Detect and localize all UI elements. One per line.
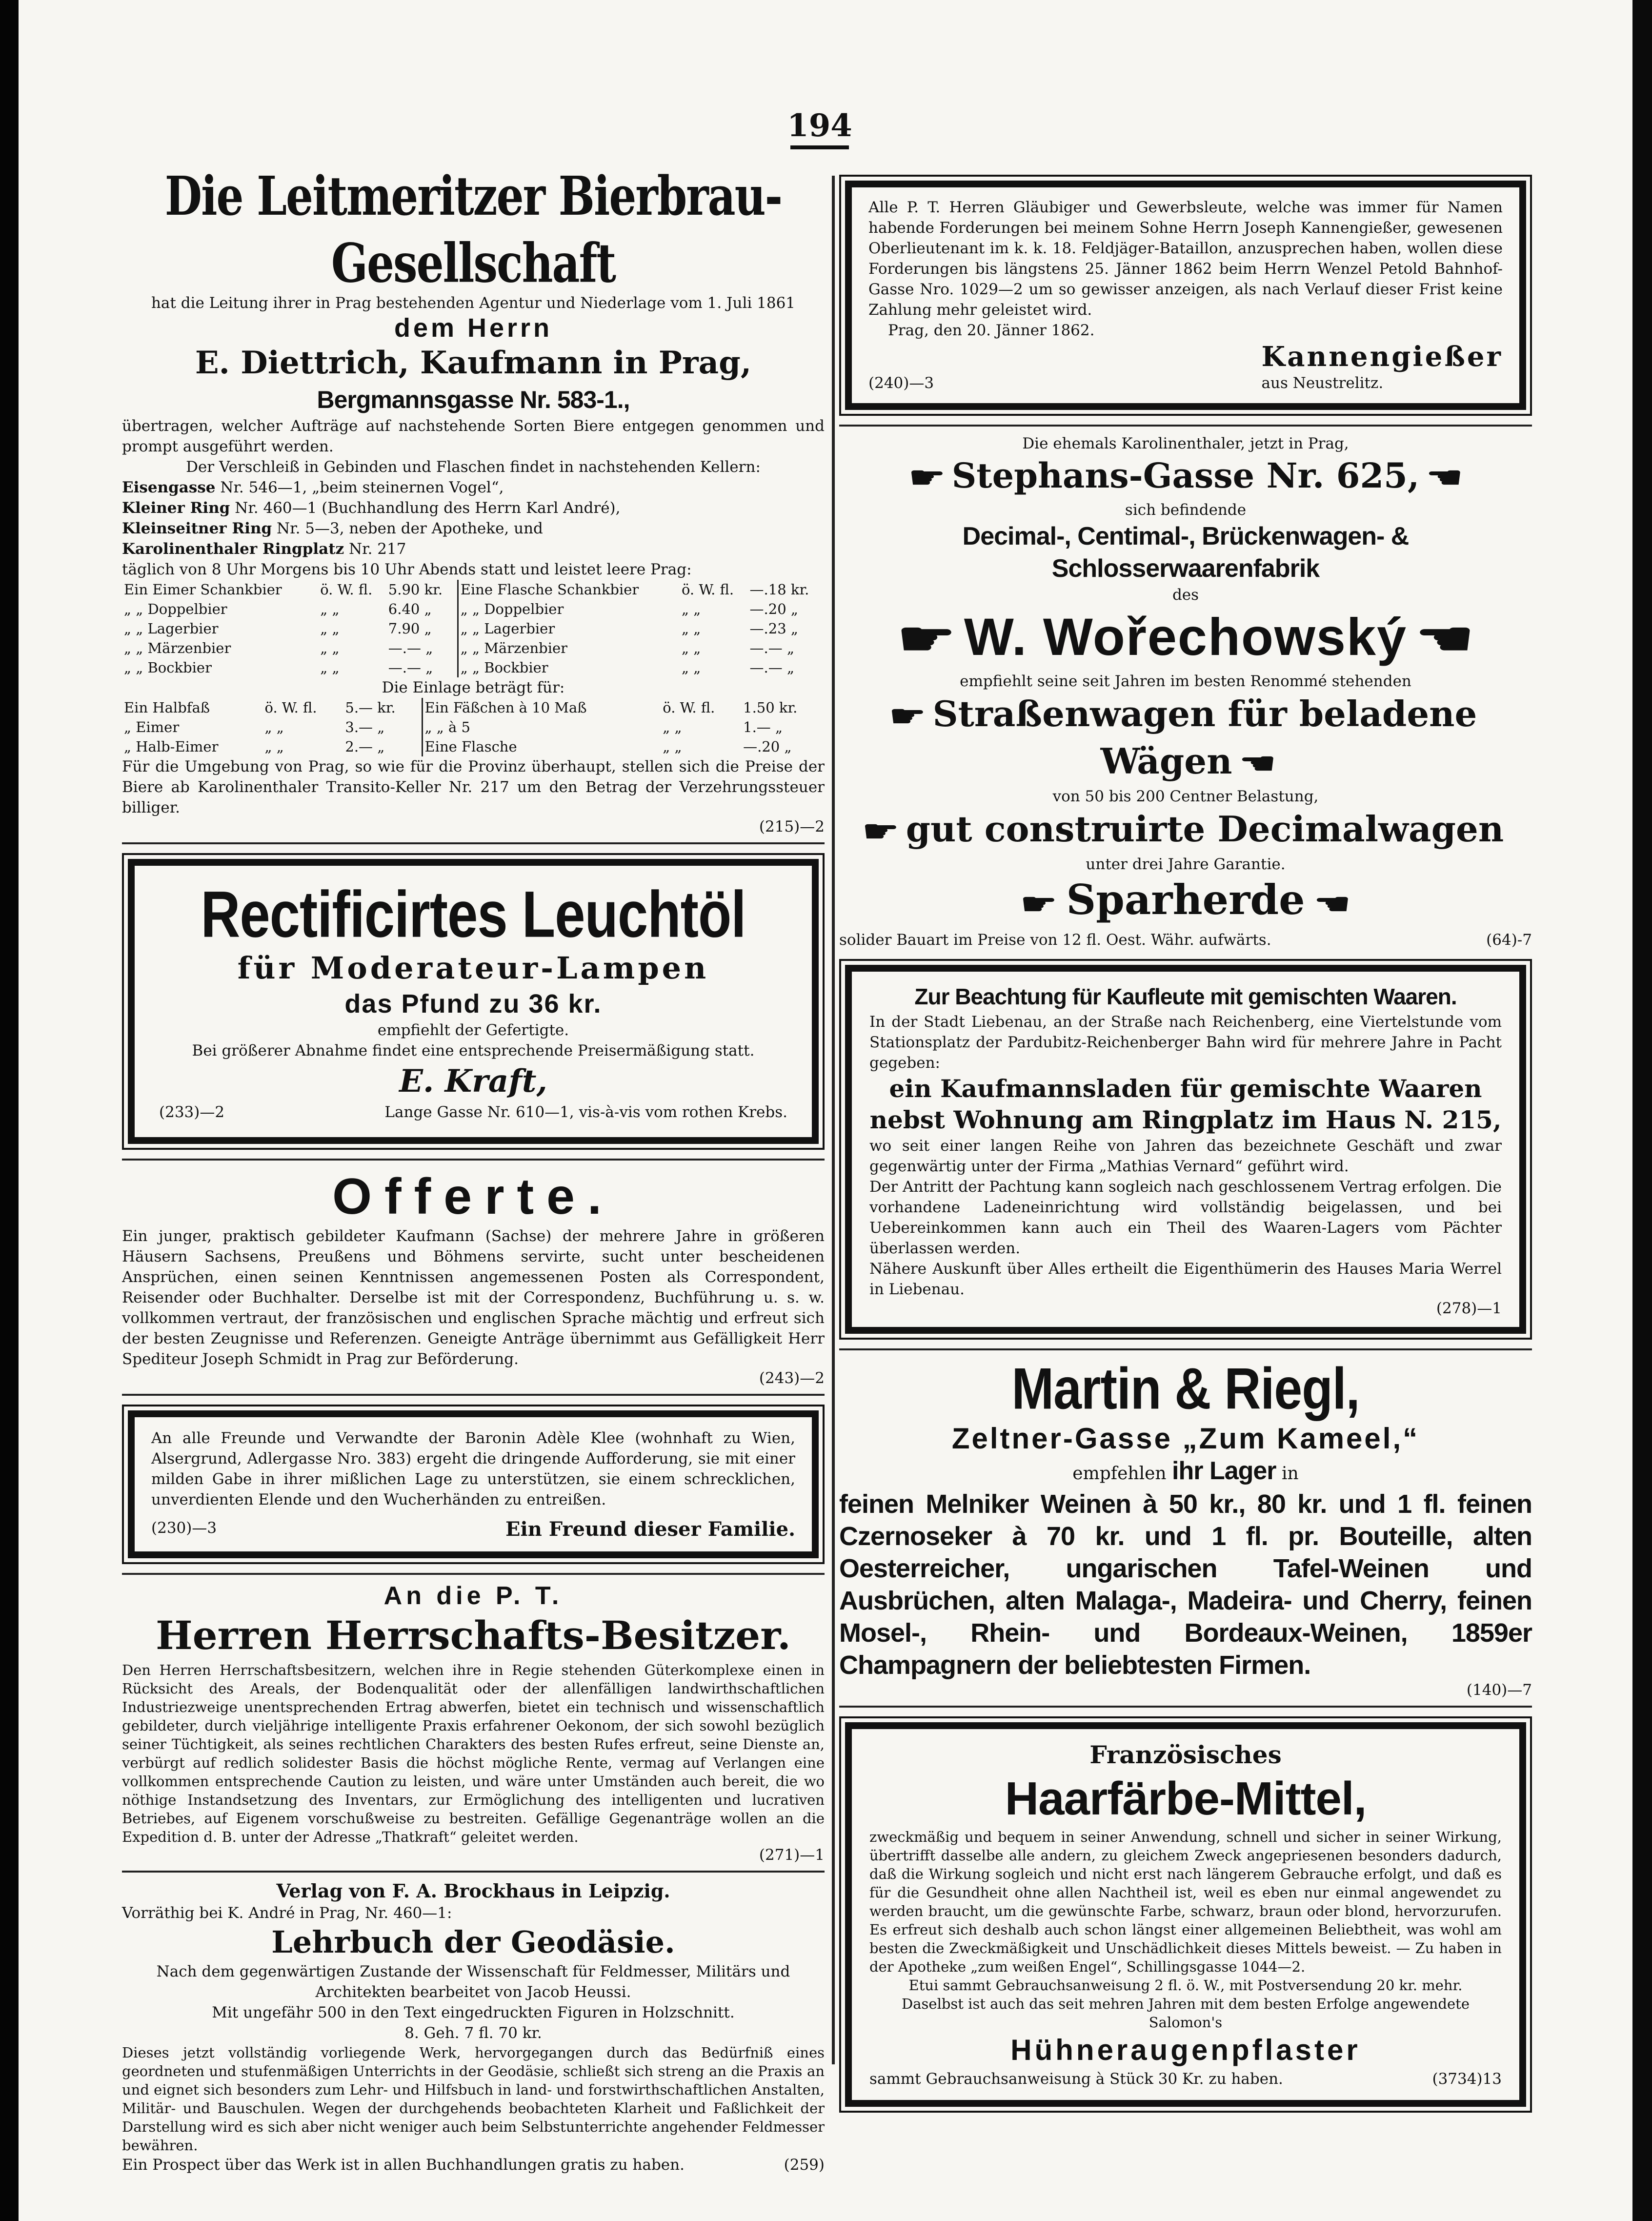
price-cell: —.23 „ — [749, 620, 798, 637]
divider — [839, 1706, 1532, 1708]
bierbrau-text2: Der Verschleiß in Gebinden und Flaschen findet in nachstehenden Kellern: — [186, 458, 761, 476]
kannengiesser-footer — [868, 341, 1503, 393]
cellar-name: Kleiner Ring — [122, 499, 230, 517]
ad-besitzer — [122, 1582, 825, 1864]
besitzer-ref: (271)—1 — [759, 1846, 825, 1864]
pointing-hand-icon: ☛ — [862, 815, 899, 849]
price-cell: „ „ — [320, 620, 340, 637]
price-cell: „ „ — [264, 738, 284, 755]
pointing-hand-icon: ☛ — [908, 461, 946, 495]
cellar-item — [122, 498, 825, 518]
bierbrau-name: E. Diettrich, Kaufmann in Prag, — [195, 345, 752, 381]
price-cell: „ „ Doppelbier — [124, 601, 227, 617]
pointing-hand-icon: ☛ — [1414, 613, 1474, 665]
price-cell: —.18 kr. — [749, 581, 809, 598]
martin-lager-row — [839, 1457, 1532, 1488]
kaufleute-big1: ein Kaufmannsladen für gemischte Waaren — [889, 1074, 1482, 1103]
martin-line1: empfehlen — [1072, 1464, 1167, 1484]
price-cell: „ Halb-Eimer — [124, 738, 219, 755]
ad-worechowsky — [839, 433, 1532, 950]
cellar-rest: Nr. 5—3, neben der Apotheke, und — [277, 520, 543, 537]
price-cell: „ „ Bockbier — [458, 658, 680, 677]
bierbrau-text1: übertragen, welcher Aufträge auf nachstehende Sorten Biere entgegen genommen und prompt ausgeführt werden. — [122, 417, 825, 455]
price-cell: „ „ — [320, 640, 340, 656]
wor-line2: sich befindende — [1125, 501, 1247, 519]
pointing-hand-icon: ☛ — [888, 699, 926, 734]
wor-line4: des — [1172, 586, 1199, 604]
cellar-rest: Nr. 460—1 (Buchhandlung des Herrn Karl André), — [235, 499, 621, 517]
kannengiesser-text: Alle P. T. Herren Gläubiger und Gewerbsleute, welche was immer für Namen habende Forderungen bei meinem Sohne Herrn Joseph Kannengießer, gewesenen Oberlieutenant im k. k. 18. Feldjäger-Bataillon, anzusprechen haben, wollen diese Forderungen bis längstens 25. Jänner 1862 beim Herrn Wenzel Petold Bahnhof-Gasse Nro. 1029—2 um so gewisser anzeigen, als nach Verlauf dieser Frist keine Zahlung mehr geleistet wird. — [868, 199, 1503, 319]
price-cell: 5.90 kr. — [388, 581, 443, 598]
kaufleute-text1: In der Stadt Liebenau, an der Straße nach Reichenberg, eine Viertelstunde vom Stationsplatz der Pardubitz-Reichenberger Bahn wird für mehrere Jahre in Pacht gegeben: — [869, 1013, 1502, 1072]
leuchtoel-line1: empfiehlt der Gefertigte. — [377, 1021, 569, 1039]
offerte-text: Ein junger, praktisch gebildeter Kaufmann (Sachse) der mehrere Jahre in größeren Häusern Sachsens, Preußens und Böhmens servirte, sucht unter bescheidenen Ansprüchen, einen seinen Kenntnissen angemessenen Posten als Correspondent, Reisender oder Buchhalter. Derselbe ist mit der Correspondenz, Buchführung u. s. w. vollkommen vertraut, der französischen und englischen Sprache mächtig und erfreut sich der besten Zeugnisse und Referenzen. Geneigte Anträge übernimmt aus Gefälligkeit Herr Spediteur Joseph Schmidt in Prag zur Beförderung. — [122, 1227, 825, 1368]
wor-line3: Decimal-, Centimal-, Brückenwagen- & Schlosserwaarenfabrik — [962, 522, 1409, 583]
haar-ref: (3734)13 — [1432, 2070, 1502, 2088]
bierbrau-text4: Für die Umgebung von Prag, so wie für die Provinz überhaupt, stellen sich die Preise der Biere ab Karolinenthaler Transito-Keller Nr. 217 um den Betrag der Verzehrungssteuer billiger. — [122, 758, 825, 816]
martin-ref: (140)—7 — [1466, 1681, 1532, 1699]
haar-line1: Französisches — [1089, 1740, 1282, 1769]
cellar-rest: Nr. 217 — [349, 540, 406, 558]
price-cell: „ „ — [663, 738, 682, 755]
baronin-ref: (230)—3 — [151, 1519, 217, 1537]
price-cell: ö. W. fl. — [320, 581, 373, 598]
price-cell: „ „ à 5 — [422, 717, 661, 737]
price-cell: Ein Fäßchen à 10 Maß — [422, 698, 661, 717]
wor-line7: unter drei Jahre Garantie. — [1086, 856, 1286, 873]
divider — [122, 1871, 825, 1873]
ad-kaufleute — [845, 965, 1526, 1334]
price-cell: „ „ — [681, 640, 701, 656]
wor-item1: Straßenwagen für beladene Wägen — [932, 693, 1477, 782]
haar-title: Haarfärbe-Mittel, — [1005, 1773, 1367, 1825]
price-row — [122, 599, 825, 619]
haar-line4: sammt Gebrauchsanweisung à Stück 30 Kr. zu haben. — [869, 2070, 1283, 2088]
bierbrau-ref: (215)—2 — [759, 818, 825, 835]
besitzer-text: Den Herren Herrschaftsbesitzern, welchen ihre in Regie stehenden Güterkomplexe einen in Rücksicht des Areals, der Bodenqualität oder der allenfälligen landwirthschaftlichen Industriezweige unentsprechenden Ertrag abwerfen, bietet ein technisch und wissenschaftlich gebildeter, durch vieljährige intelligente Praxis erfahrener Oekonom, der sich sowohl bezüglich seiner Tüchtigkeit, als seines rechtlichen Charakters des besten Rufes erfreut, seine Dienste an, verbürgt auf redlich solidester Basis die höchst mögliche Rente, vermag auf Verlangen eine vollkommen entsprechende Caution zu leisten, und wäre unter Umständen auch bereit, die wo nöthige Instandsetzung des Inventars, zur Ermöglichung des intelligenten und lucrativen Betriebes, auf Eigenem vorschußweise zu bestreiten. Gefällige Gegenanträge wollen an die Expedition d. B. unter der Adresse „Thatkraft“ geleitet werden. — [122, 1662, 825, 1845]
martin-lager: ihr Lager — [1172, 1457, 1276, 1485]
cellar-item — [122, 477, 825, 498]
price-cell: —.20 „ — [749, 601, 798, 617]
kannengiesser-origin: aus Neustrelitz. — [1261, 374, 1384, 392]
haar-text1: zweckmäßig und bequem in seiner Anwendung, schnell und sicher in seiner Wirkung, übertrifft dasselbe alle andern, zu gleichem Zweck angepriesenen besonders dadurch, daß die Wirkung sogleich und nicht erst nach längerem Gebrauche erfolgt, und daß es für die Gesundheit ohne allen Nachtheil ist, weil es eben nur einmal angewendet zu werden braucht, um die gewünschte Farbe, schwarz, braun oder blond, hervorzurufen. Es erfreut sich deshalb auch schon längst einer allgemeinen Beliebtheit, was wohl am besten die Zweckmäßigkeit und Unschädlichkeit dieses Mittels beweist. — Zu haben in der Apotheke „zum weißen Engel“, Schillingsgasse 1044—2. — [869, 1829, 1502, 1975]
kaufleute-big2: nebst Wohnung am Ringplatz im Haus N. 215, — [869, 1105, 1502, 1134]
wor-line5: empfiehlt seine seit Jahren im besten Renommé stehenden — [960, 672, 1411, 690]
price-cell: 1.50 kr. — [743, 699, 798, 716]
kaufleute-text2: wo seit einer langen Reihe von Jahren das bezeichnete Geschäft und zwar gegenwärtig unter der Firma „Mathias Vernard“ geführt wird. — [869, 1137, 1502, 1175]
pointing-hand-icon: ☛ — [1426, 461, 1463, 495]
baronin-text: An alle Freunde und Verwandte der Baronin Adèle Klee (wohnhaft zu Wien, Alsergrund, Adlergasse Nro. 383) ergeht die dringende Aufforderung, sie mit einer milden Gabe in ihrer mißlichen Lage zu unterstützen, sie einem schrecklichen, unverdienten Elende und den Wucherhänden zu entreißen. — [151, 1429, 795, 1508]
price-cell: Ein Eimer Schankbier — [124, 581, 282, 598]
price-cell: „ „ — [320, 601, 340, 617]
scan-left-edge — [0, 0, 19, 2221]
bierbrau-address: Bergmannsgasse Nr. 583-1., — [317, 386, 630, 413]
price-cell: —.— „ — [388, 640, 433, 656]
wor-item1-row — [839, 692, 1532, 786]
baronin-footer — [151, 1518, 795, 1541]
geodaesie-line3: Nach dem gegenwärtigen Zustande der Wissenschaft für Feldmesser, Militärs und Architekten bearbeitet von Jacob Heussi. — [156, 1963, 790, 2001]
geodaesie-title: Lehrbuch der Geodäsie. — [271, 1924, 675, 1960]
price-cell: „ Eimer — [124, 719, 180, 735]
price-cell: —.— „ — [749, 640, 795, 656]
besitzer-line1: An die P. T. — [383, 1582, 563, 1610]
wor-name: W. Wořechowský — [964, 607, 1408, 666]
price-cell: „ „ — [320, 659, 340, 676]
scan-right-edge — [1632, 0, 1652, 2221]
price-cell: 7.90 „ — [388, 620, 432, 637]
martin-title: Martin & Riegl, — [1011, 1356, 1360, 1422]
haar-line2: Etui sammt Gebrauchsanweisung 2 fl. ö. W., mit Postversendung 20 kr. mehr. — [908, 1977, 1463, 1994]
price-cell: „ „ — [264, 719, 284, 735]
leuchtoel-title: Rectificirtes Leuchtöl — [201, 877, 746, 951]
martin-text: feinen Melniker Weinen à 50 kr., 80 kr. und 1 fl. feinen Czernoseker à 70 kr. und 1 fl. pr. Bouteille, alten Oesterreicher, ungarischen Tafel-Weinen und Ausbrüchen, alten Malaga-, Madeira- und Cherry, feinen Mosel-, Rhein- und Bordeaux-Weinen, 1859er Champagnern der beliebtesten Firmen. — [839, 1489, 1532, 1680]
leuchtoel-signer: E. Kraft, — [399, 1063, 547, 1100]
einlage-label: Die Einlage beträgt für: — [382, 679, 565, 696]
price-cell: Eine Flasche Schankbier — [458, 580, 680, 599]
wor-footer — [839, 930, 1532, 950]
divider — [122, 842, 825, 844]
pointing-hand-icon: ☛ — [897, 613, 957, 665]
geodaesie-line5: 8. Geh. 7 fl. 70 kr. — [404, 2024, 542, 2042]
price-cell: ö. W. fl. — [264, 699, 317, 716]
wor-street: Stephans-Gasse Nr. 625, — [951, 455, 1420, 496]
wor-ref: (64)-7 — [1486, 931, 1532, 949]
column-divider — [832, 176, 835, 2064]
price-cell: 2.— „ — [345, 738, 385, 755]
wor-line8: solider Bauart im Preise von 12 fl. Oest. Währ. aufwärts. — [839, 931, 1271, 949]
price-row — [122, 658, 825, 677]
martin-in: in — [1282, 1464, 1299, 1484]
price-cell: „ „ Lagerbier — [458, 619, 680, 638]
price-row — [122, 737, 825, 756]
wor-item2: gut construirte Decimalwagen — [906, 808, 1504, 850]
divider — [122, 1394, 825, 1396]
divider — [839, 1348, 1532, 1350]
page-number: 194 — [787, 107, 852, 144]
bierbrau-title: Die Leitmeritzer Bierbrau-Gesellschaft — [164, 164, 782, 295]
leuchtoel-price: das Pfund zu 36 kr. — [344, 989, 602, 1019]
wor-name-row — [839, 605, 1532, 671]
price-row — [122, 698, 825, 717]
leuchtoel-address: Lange Gasse Nr. 610—1, vis-à-vis vom rothen Krebs. — [384, 1103, 787, 1121]
price-cell: 1.— „ — [743, 719, 783, 735]
cellar-name: Eisengasse — [122, 479, 216, 496]
kaufleute-text3: Der Antritt der Pachtung kann sogleich nach geschlossenem Vertrag erfolgen. Die vorhandene Ladeneinrichtung wird vollständig beigelassen, und bei Uebereinkommen kann auch ein Theil des Waaren-Lagers vom Pächter überlassen werden. — [869, 1178, 1502, 1257]
wor-street-row — [839, 454, 1532, 500]
ad-baronin — [128, 1410, 819, 1558]
geodaesie-footer — [122, 2155, 825, 2175]
kannengiesser-sign-block — [1262, 341, 1503, 393]
geodaesie-line2: Vorräthig bei K. André in Prag, Nr. 460—1: — [122, 1904, 452, 1922]
offerte-ref: (243)—2 — [759, 1369, 825, 1387]
price-cell: „ „ Lagerbier — [124, 620, 219, 637]
martin-street: Zeltner-Gasse „Zum Kameel,“ — [951, 1422, 1420, 1455]
ad-geodaesie — [122, 1879, 825, 2175]
price-row — [122, 580, 825, 599]
pointing-hand-icon: ☛ — [1239, 747, 1276, 781]
haar-big: Hühneraugenpflaster — [1010, 2034, 1361, 2066]
price-cell: „ „ Bockbier — [124, 659, 212, 676]
price-table — [122, 580, 825, 677]
price-cell: —.— „ — [388, 659, 433, 676]
bierbrau-dem-herrn: dem Herrn — [394, 313, 553, 343]
price-row — [122, 638, 825, 658]
price-cell: „ „ Märzenbier — [458, 638, 680, 658]
price-cell: ö. W. fl. — [681, 581, 734, 598]
kannengiesser-date: Prag, den 20. Jänner 1862. — [888, 322, 1095, 339]
pointing-hand-icon: ☛ — [1020, 887, 1057, 921]
ad-leuchtoel — [128, 859, 819, 1144]
wor-line6: von 50 bis 200 Centner Belastung, — [1052, 788, 1319, 805]
geodaesie-text: Dieses jetzt vollständig vorliegende Werk, hervorgegangen durch das Bedürfniß eines geordneten und stufenmäßigen Unterrichts in der Geodäsie, schließt sich streng an die Praxis an und eignet sich besonders zum Lehr- und Hilfsbuch in land- und forstwirthschaftlichen Anstalten, Militär- und Bauschulen. Wegen der durchgehends beobachteten Klarheit und Faßlichkeit der Darstellung wird es sich aber nicht weniger auch beim Selbstunterrichte angehender Feldmesser bewähren. — [122, 2044, 825, 2154]
cellar-item — [122, 518, 825, 539]
price-cell: „ „ Märzenbier — [124, 640, 231, 656]
price-cell: —.— „ — [749, 659, 795, 676]
kaufleute-title: Zur Beachtung für Kaufleute mit gemischten Waaren. — [914, 984, 1457, 1009]
price-cell: ö. W. fl. — [663, 699, 715, 716]
einlage-table — [122, 698, 825, 756]
price-cell: Ein Halbfaß — [124, 699, 210, 716]
right-column — [839, 166, 1532, 2121]
kannengiesser-signer: Kannengießer — [1261, 341, 1503, 373]
haar-footer — [869, 2069, 1502, 2089]
kaufleute-ref: (278)—1 — [1436, 1300, 1502, 1317]
cellar-name: Karolinenthaler Ringplatz — [122, 540, 344, 558]
geodaesie-line6: Ein Prospect über das Werk ist in allen Buchhandlungen gratis zu haben. — [122, 2156, 685, 2174]
baronin-signer: Ein Freund dieser Familie. — [505, 1518, 795, 1541]
ad-offerte — [122, 1167, 825, 1387]
geodaesie-line1: Verlag von F. A. Brockhaus in Leipzig. — [276, 1880, 670, 1902]
left-column — [122, 166, 825, 2175]
cellar-rest: Nr. 546—1, „beim steinernen Vogel“, — [220, 479, 504, 496]
cellar-name: Kleinseitner Ring — [122, 520, 272, 537]
leuchtoel-ref: (233)—2 — [159, 1103, 225, 1121]
price-cell: „ „ — [681, 620, 701, 637]
ad-haarfaerbe — [845, 1722, 1526, 2107]
price-cell: „ „ — [681, 659, 701, 676]
bierbrau-cellar-list — [122, 477, 825, 559]
price-row — [122, 717, 825, 737]
cellar-item — [122, 539, 825, 559]
wor-item3-row — [839, 875, 1532, 930]
leuchtoel-footer — [159, 1102, 787, 1122]
geodaesie-line4: Mit ungefähr 500 in den Text eingedruckten Figuren in Holzschnitt. — [212, 2004, 735, 2021]
divider — [839, 425, 1532, 427]
price-cell: —.20 „ — [743, 738, 792, 755]
geodaesie-ref: (259) — [784, 2156, 825, 2174]
price-cell: „ „ Doppelbier — [458, 599, 680, 619]
price-row — [122, 619, 825, 638]
bierbrau-text3: täglich von 8 Uhr Morgens bis 10 Uhr Abends statt und leistet leere Prag: — [122, 561, 692, 578]
ad-martin — [839, 1357, 1532, 1699]
page-number-rule — [790, 145, 849, 149]
price-cell: 5.— kr. — [345, 699, 396, 716]
price-cell: 3.— „ — [345, 719, 385, 735]
divider — [122, 1573, 825, 1575]
pointing-hand-icon: ☛ — [1314, 887, 1351, 921]
divider — [122, 1159, 825, 1161]
wor-item2-row — [839, 807, 1532, 854]
price-cell: „ „ — [681, 601, 701, 617]
price-cell: Eine Flasche — [422, 737, 661, 756]
price-cell: 6.40 „ — [388, 601, 432, 617]
ad-kannengiesser — [845, 181, 1526, 410]
besitzer-title: Herren Herrschafts-Besitzer. — [156, 1612, 791, 1658]
leuchtoel-sub: für Moderateur-Lampen — [237, 950, 709, 986]
kannengiesser-ref: (240)—3 — [868, 374, 934, 392]
price-cell: „ „ — [663, 719, 682, 735]
offerte-title: Offerte. — [332, 1168, 614, 1225]
bierbrau-intro: hat die Leitung ihrer in Prag bestehenden Agentur und Niederlage vom 1. Juli 1861 — [151, 294, 796, 312]
wor-line1: Die ehemals Karolinenthaler, jetzt in Prag, — [1022, 435, 1349, 452]
kaufleute-text4: Nähere Auskunft über Alles ertheilt die Eigenthümerin des Hauses Maria Werrel in Liebenau. — [869, 1260, 1502, 1298]
ad-bierbrau — [122, 164, 825, 835]
wor-item3: Sparherde — [1066, 876, 1305, 924]
leuchtoel-line2: Bei größerer Abnahme findet eine entsprechende Preisermäßigung statt. — [192, 1042, 755, 1060]
haar-line3: Daselbst ist auch das seit mehren Jahren mit dem besten Erfolge angewendete Salomon's — [902, 1996, 1470, 2031]
